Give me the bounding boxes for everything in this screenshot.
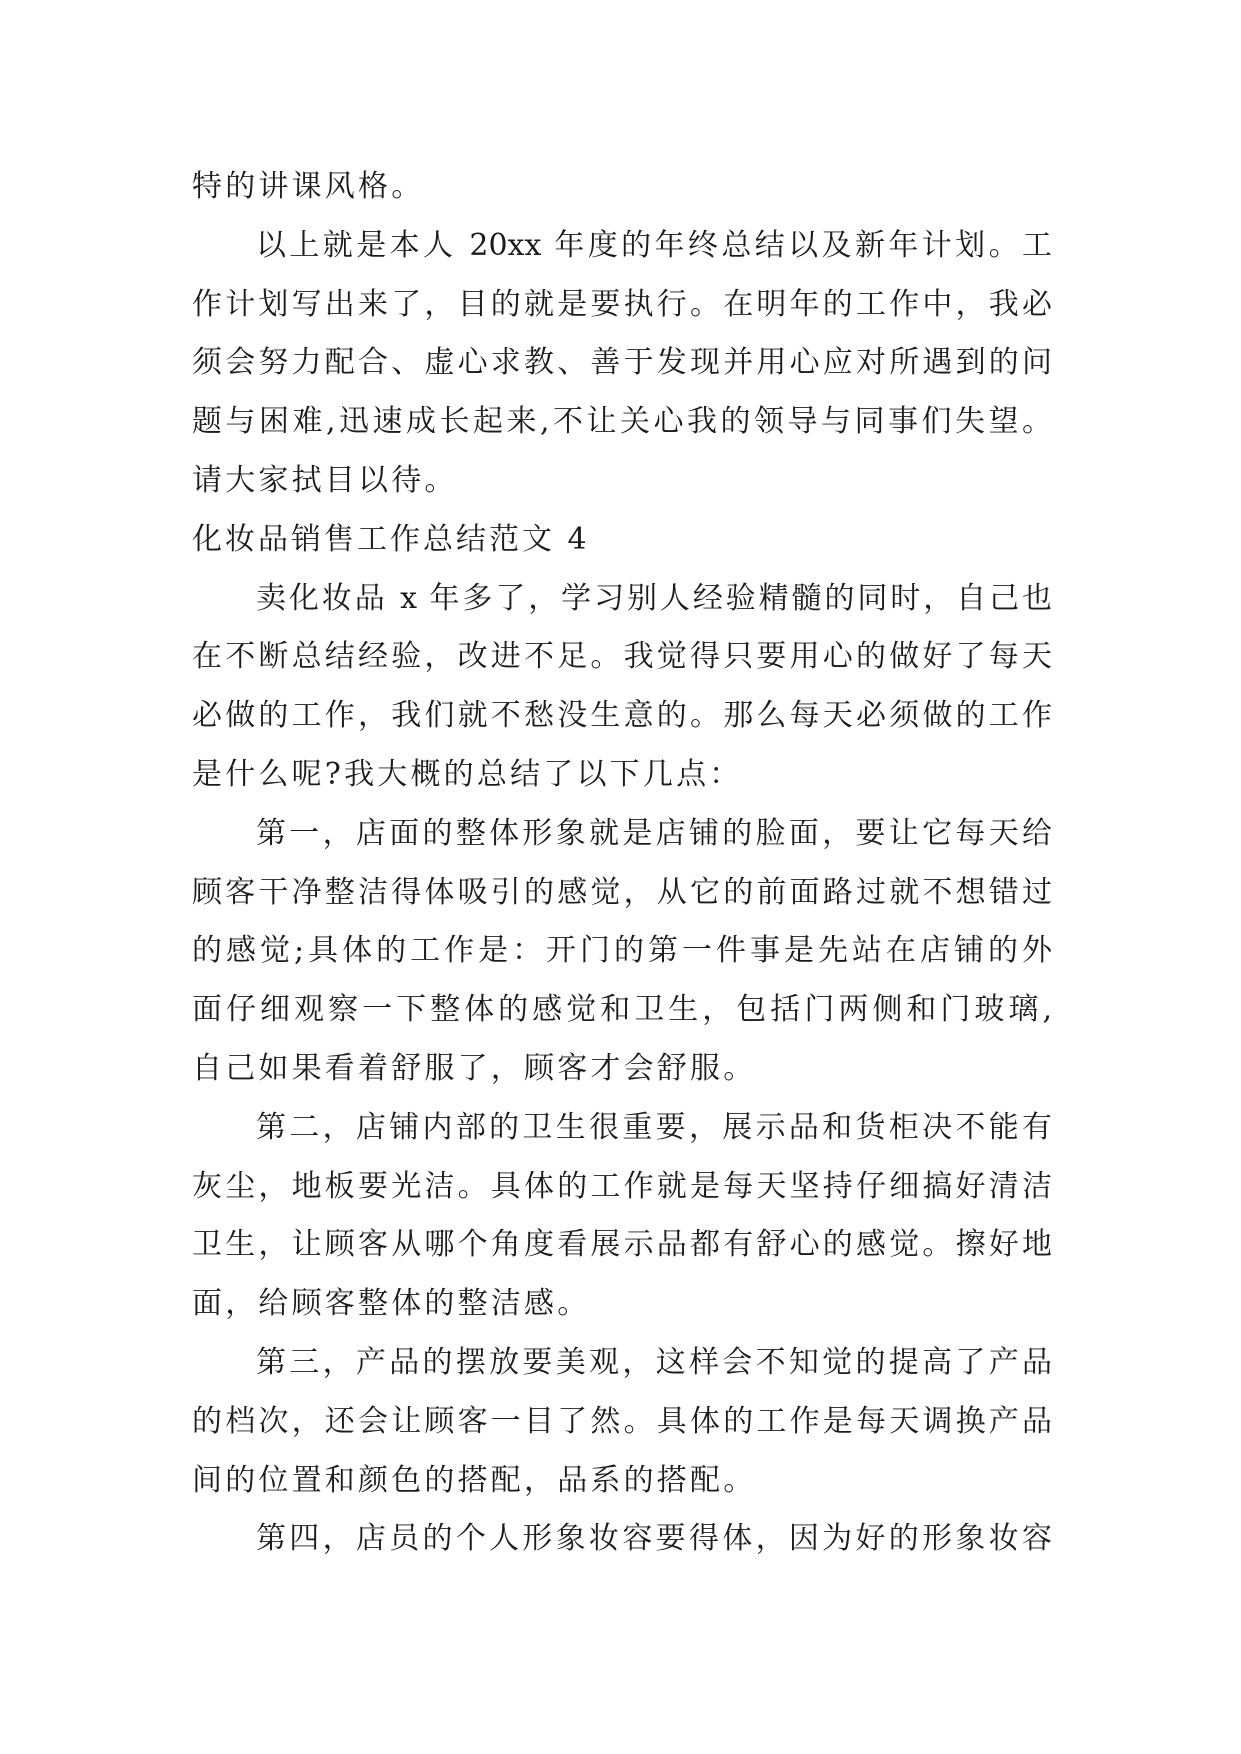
section-heading: 化妆品销售工作总结范文 4 (192, 521, 590, 557)
paragraph-line: 第三，产品的摆放要美观，这样会不知觉的提高了产品 (256, 1344, 1052, 1380)
paragraph-line: 面，给顾客整体的整洁感。 (192, 1286, 591, 1322)
paragraph-line: 卫生，让顾客从哪个角度看展示品都有舒心的感觉。擦好地 (192, 1227, 1052, 1263)
paragraph-line: 作计划写出来了，目的就是要执行。在明年的工作中，我必 (192, 286, 1052, 322)
paragraph-line: 必做的工作，我们就不愁没生意的。那么每天必须做的工作 (192, 698, 1052, 734)
paragraph-line: 自己如果看着舒服了，顾客才会舒服。 (192, 1050, 757, 1086)
paragraph-line: 第一，店面的整体形象就是店铺的脸面，要让它每天给 (256, 815, 1052, 851)
paragraph-line: 须会努力配合、虚心求教、善于发现并用心应对所遇到的问 (192, 345, 1052, 381)
paragraph-line: 的档次，还会让顾客一目了然。具体的工作是每天调换产品 (192, 1403, 1052, 1439)
document-body (192, 158, 1052, 1569)
paragraph-line: 题与困难,迅速成长起来,不让关心我的领导与同事们失望。 (192, 404, 1052, 440)
paragraph-line: 在不断总结经验，改进不足。我觉得只要用心的做好了每天 (192, 639, 1052, 675)
paragraph-line: 第二，店铺内部的卫生很重要，展示品和货柜决不能有 (256, 1109, 1052, 1145)
paragraph-line: 请大家拭目以待。 (192, 462, 458, 498)
paragraph-line: 第四，店员的个人形象妆容要得体，因为好的形象妆容 (256, 1521, 1052, 1557)
paragraph-line: 灰尘，地板要光洁。具体的工作就是每天坚持仔细搞好清洁 (192, 1168, 1052, 1204)
paragraph-line: 卖化妆品 x 年多了，学习别人经验精髓的同时，自己也 (256, 580, 1052, 616)
paragraph-line: 顾客干净整洁得体吸引的感觉，从它的前面路过就不想错过 (192, 874, 1052, 910)
paragraph-line: 面仔细观察一下整体的感觉和卫生，包括门两侧和门玻璃, (192, 992, 1052, 1028)
paragraph-line: 以上就是本人 20xx 年度的年终总结以及新年计划。工 (256, 227, 1052, 263)
paragraph-line: 间的位置和颜色的搭配，品系的搭配。 (192, 1462, 757, 1498)
paragraph-line: 特的讲课风格。 (192, 169, 425, 204)
paragraph-line: 是什么呢?我大概的总结了以下几点： (192, 756, 743, 792)
paragraph-line: 的感觉;具体的工作是：开门的第一件事是先站在店铺的外 (192, 933, 1052, 969)
